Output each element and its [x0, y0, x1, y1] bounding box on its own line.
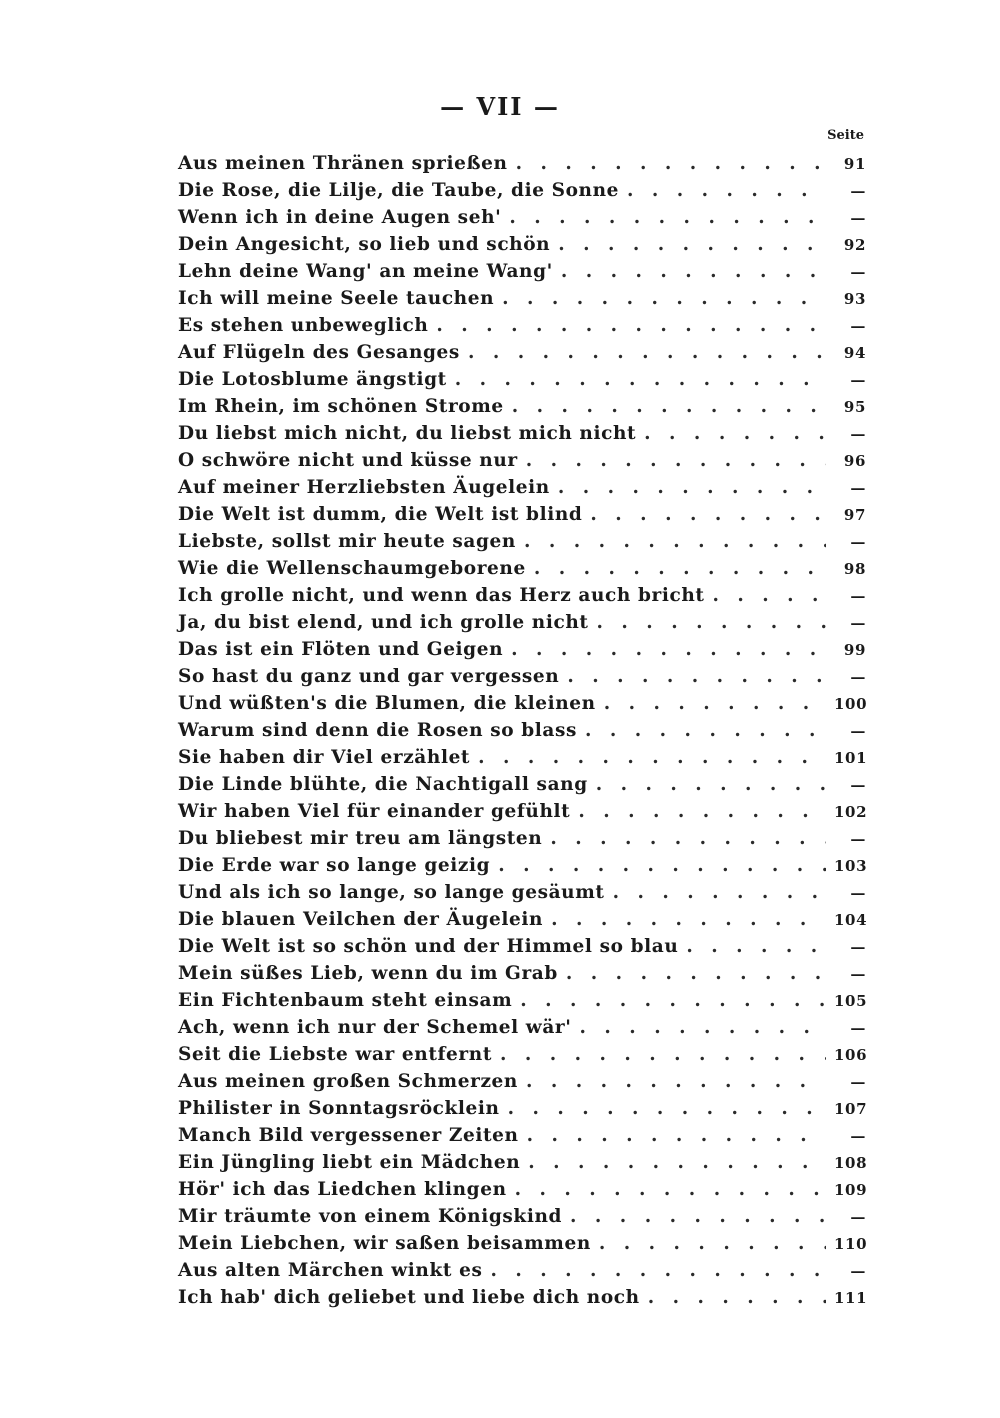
toc-entry-title: Liebste, sollst mir heute sagen: [178, 531, 516, 552]
toc-entry: [178, 447, 866, 474]
dot-leader: [498, 852, 826, 879]
toc-entry-page: 101: [834, 749, 868, 767]
toc-entry: [178, 825, 866, 852]
toc-entry-page: —: [850, 965, 866, 983]
toc-entry: [178, 339, 866, 366]
toc-entry-title: Die Welt ist dumm, die Welt ist blind: [178, 504, 583, 525]
toc-entry-title: Philister in Sonntagsröcklein: [178, 1098, 500, 1119]
dot-leader: [509, 204, 826, 231]
toc-entry-title: Das ist ein Flöten und Geigen: [178, 639, 504, 660]
toc-entry-page: 91: [843, 155, 866, 173]
toc-entry: [178, 177, 866, 204]
dot-leader: [515, 1176, 826, 1203]
toc-entry-title: Wenn ich in deine Augen seh': [178, 207, 502, 228]
dot-leader: [627, 177, 826, 204]
dot-leader: [551, 906, 826, 933]
dot-leader: [490, 1257, 826, 1284]
toc-entry: [178, 960, 866, 987]
toc-entry: [178, 231, 866, 258]
toc-entry-title: Ich grolle nicht, und wenn das Herz auch bricht: [178, 585, 705, 606]
toc-entry: [178, 474, 866, 501]
dot-leader: [648, 1284, 826, 1311]
toc-entry-page: 94: [843, 344, 866, 362]
toc-entry-page: —: [850, 533, 866, 551]
toc-entry-title: Sie haben dir Viel erzählet: [178, 747, 471, 768]
dot-leader: [508, 1095, 826, 1122]
toc-entry: [178, 366, 866, 393]
toc-entry: [178, 555, 866, 582]
toc-entry-title: Ja, du bist elend, und ich grolle nicht: [178, 612, 589, 633]
toc-entry: [178, 1122, 866, 1149]
dot-leader: [599, 1230, 826, 1257]
toc-entry-title: Aus meinen Thränen sprießen: [178, 153, 508, 174]
toc-entry-title: Du liebst mich nicht, du liebst mich nicht: [178, 423, 637, 444]
toc-entry-title: Es stehen unbeweglich: [178, 315, 429, 336]
dot-leader: [478, 744, 826, 771]
toc-entry: [178, 609, 866, 636]
toc-entry-title: Ich hab' dich geliebet und liebe dich noch: [178, 1287, 640, 1308]
toc-entry: [178, 717, 866, 744]
toc-entry-page: —: [850, 830, 866, 848]
dot-leader: [528, 1149, 826, 1176]
dot-leader: [511, 636, 826, 663]
toc-entry: [178, 690, 866, 717]
toc-entry-page: 97: [843, 506, 866, 524]
toc-entry: [178, 501, 866, 528]
dot-leader: [558, 474, 826, 501]
dot-leader: [644, 420, 826, 447]
toc-entry-page: 102: [834, 803, 868, 821]
toc-entry-title: Du bliebest mir treu am längsten: [178, 828, 543, 849]
toc-entry: [178, 393, 866, 420]
toc-entry-title: Im Rhein, im schönen Strome: [178, 396, 504, 417]
toc-entry-page: 105: [834, 992, 868, 1010]
toc-entry-title: Die Welt ist so schön und der Himmel so blau: [178, 936, 679, 957]
toc-entry-title: Mein süßes Lieb, wenn du im Grab: [178, 963, 558, 984]
toc-entry: [178, 879, 866, 906]
toc-entry: [178, 1149, 866, 1176]
dot-leader: [561, 258, 826, 285]
toc-entry-page: 107: [834, 1100, 868, 1118]
table-of-contents: [178, 150, 866, 1311]
toc-entry: [178, 906, 866, 933]
toc-entry: [178, 663, 866, 690]
dot-leader: [585, 717, 826, 744]
dot-leader: [455, 366, 826, 393]
toc-entry-title: Die Linde blühte, die Nachtigall sang: [178, 774, 588, 795]
toc-entry: [178, 150, 866, 177]
dot-leader: [524, 528, 826, 555]
toc-entry: [178, 1014, 866, 1041]
dot-leader: [580, 1014, 826, 1041]
dot-leader: [526, 447, 826, 474]
toc-entry-title: O schwöre nicht und küsse nur: [178, 450, 518, 471]
toc-entry-page: —: [850, 1073, 866, 1091]
toc-entry: [178, 852, 866, 879]
toc-entry-page: —: [850, 317, 866, 335]
toc-entry-page: —: [850, 371, 866, 389]
dot-leader: [527, 1122, 826, 1149]
toc-entry-page: —: [850, 209, 866, 227]
toc-entry: [178, 798, 866, 825]
toc-entry-title: Wir haben Viel für einander gefühlt: [178, 801, 571, 822]
dot-leader: [686, 933, 826, 960]
toc-entry: [178, 285, 866, 312]
toc-entry: [178, 1203, 866, 1230]
dot-leader: [578, 798, 826, 825]
dot-leader: [597, 609, 826, 636]
toc-entry-page: —: [850, 776, 866, 794]
dot-leader: [570, 1203, 826, 1230]
dot-leader: [613, 879, 826, 906]
toc-entry-page: 93: [843, 290, 866, 308]
toc-entry-page: —: [850, 668, 866, 686]
toc-entry: [178, 582, 866, 609]
toc-entry-title: Wie die Wellenschaumgeborene: [178, 558, 526, 579]
toc-entry-title: Ein Fichtenbaum steht einsam: [178, 990, 513, 1011]
page-column-label: Seite: [827, 128, 864, 143]
toc-entry-title: Aus alten Märchen winkt es: [178, 1260, 483, 1281]
toc-entry-title: Mein Liebchen, wir saßen beisammen: [178, 1233, 591, 1254]
dot-leader: [590, 501, 826, 528]
toc-entry: [178, 258, 866, 285]
toc-entry-page: —: [850, 1019, 866, 1037]
toc-entry-title: So hast du ganz und gar vergessen: [178, 666, 560, 687]
toc-entry-page: —: [850, 1262, 866, 1280]
toc-entry-page: —: [850, 587, 866, 605]
toc-entry-page: —: [850, 425, 866, 443]
toc-entry-title: Auf Flügeln des Gesanges: [178, 342, 460, 363]
toc-entry-page: —: [850, 614, 866, 632]
toc-entry-page: 96: [843, 452, 866, 470]
dot-leader: [512, 393, 826, 420]
dot-leader: [468, 339, 826, 366]
toc-entry-page: 104: [834, 911, 868, 929]
dot-leader: [567, 663, 826, 690]
toc-entry: [178, 744, 866, 771]
toc-entry-page: —: [850, 263, 866, 281]
toc-entry-title: Seit die Liebste war entfernt: [178, 1044, 492, 1065]
toc-entry-title: Die Lotosblume ängstigt: [178, 369, 447, 390]
toc-entry: [178, 1230, 866, 1257]
dot-leader: [436, 312, 826, 339]
toc-entry-title: Dein Angesicht, so lieb und schön: [178, 234, 551, 255]
toc-entry: [178, 1041, 866, 1068]
dot-leader: [713, 582, 826, 609]
toc-entry-page: 111: [834, 1289, 868, 1307]
dot-leader: [558, 231, 826, 258]
toc-entry: [178, 1176, 866, 1203]
toc-entry-page: 108: [834, 1154, 868, 1172]
toc-entry-title: Warum sind denn die Rosen so blass: [178, 720, 578, 741]
toc-entry-title: Und als ich so lange, so lange gesäumt: [178, 882, 605, 903]
toc-entry: [178, 933, 866, 960]
toc-entry-page: —: [850, 1127, 866, 1145]
toc-entry-title: Die Erde war so lange geizig: [178, 855, 491, 876]
toc-entry: [178, 528, 866, 555]
toc-entry: [178, 771, 866, 798]
toc-entry-title: Mir träumte von einem Königskind: [178, 1206, 563, 1227]
toc-entry-page: —: [850, 722, 866, 740]
toc-entry-page: —: [850, 884, 866, 902]
dot-leader: [500, 1041, 826, 1068]
toc-entry-title: Manch Bild vergessener Zeiten: [178, 1125, 519, 1146]
dot-leader: [550, 825, 826, 852]
toc-entry-page: 92: [843, 236, 866, 254]
toc-entry-page: 100: [834, 695, 868, 713]
dot-leader: [502, 285, 826, 312]
dot-leader: [534, 555, 826, 582]
toc-entry-title: Die blauen Veilchen der Äugelein: [178, 909, 544, 930]
dot-leader: [516, 150, 826, 177]
dot-leader: [596, 771, 826, 798]
toc-entry-title: Lehn deine Wang' an meine Wang': [178, 261, 553, 282]
toc-entry-page: 110: [834, 1235, 868, 1253]
toc-entry-page: —: [850, 1208, 866, 1226]
toc-entry-page: 99: [843, 641, 866, 659]
dot-leader: [604, 690, 826, 717]
toc-entry: [178, 312, 866, 339]
toc-entry-title: Ein Jüngling liebt ein Mädchen: [178, 1152, 521, 1173]
toc-entry: [178, 1257, 866, 1284]
toc-entry-page: —: [850, 479, 866, 497]
toc-entry-title: Aus meinen großen Schmerzen: [178, 1071, 518, 1092]
toc-entry-title: Hör' ich das Liedchen klingen: [178, 1179, 507, 1200]
toc-entry-page: 109: [834, 1181, 868, 1199]
toc-entry: [178, 204, 866, 231]
toc-entry: [178, 636, 866, 663]
toc-entry-title: Auf meiner Herzliebsten Äugelein: [178, 477, 550, 498]
toc-entry-title: Ich will meine Seele tauchen: [178, 288, 495, 309]
toc-entry-page: 95: [843, 398, 866, 416]
toc-entry-page: 106: [834, 1046, 868, 1064]
dot-leader: [520, 987, 826, 1014]
toc-entry: [178, 1284, 866, 1311]
toc-entry-title: Und wüßten's die Blumen, die kleinen: [178, 693, 596, 714]
toc-entry-page: —: [850, 938, 866, 956]
dot-leader: [566, 960, 826, 987]
toc-entry-page: 103: [834, 857, 868, 875]
toc-entry: [178, 987, 866, 1014]
toc-entry: [178, 1095, 866, 1122]
toc-entry-title: Ach, wenn ich nur der Schemel wär': [178, 1017, 572, 1038]
toc-entry-page: —: [850, 182, 866, 200]
dot-leader: [526, 1068, 826, 1095]
toc-entry: [178, 420, 866, 447]
toc-entry-title: Die Rose, die Lilje, die Taube, die Sonne: [178, 180, 619, 201]
toc-entry: [178, 1068, 866, 1095]
page-number-header: — VII —: [440, 92, 560, 121]
toc-entry-page: 98: [843, 560, 866, 578]
